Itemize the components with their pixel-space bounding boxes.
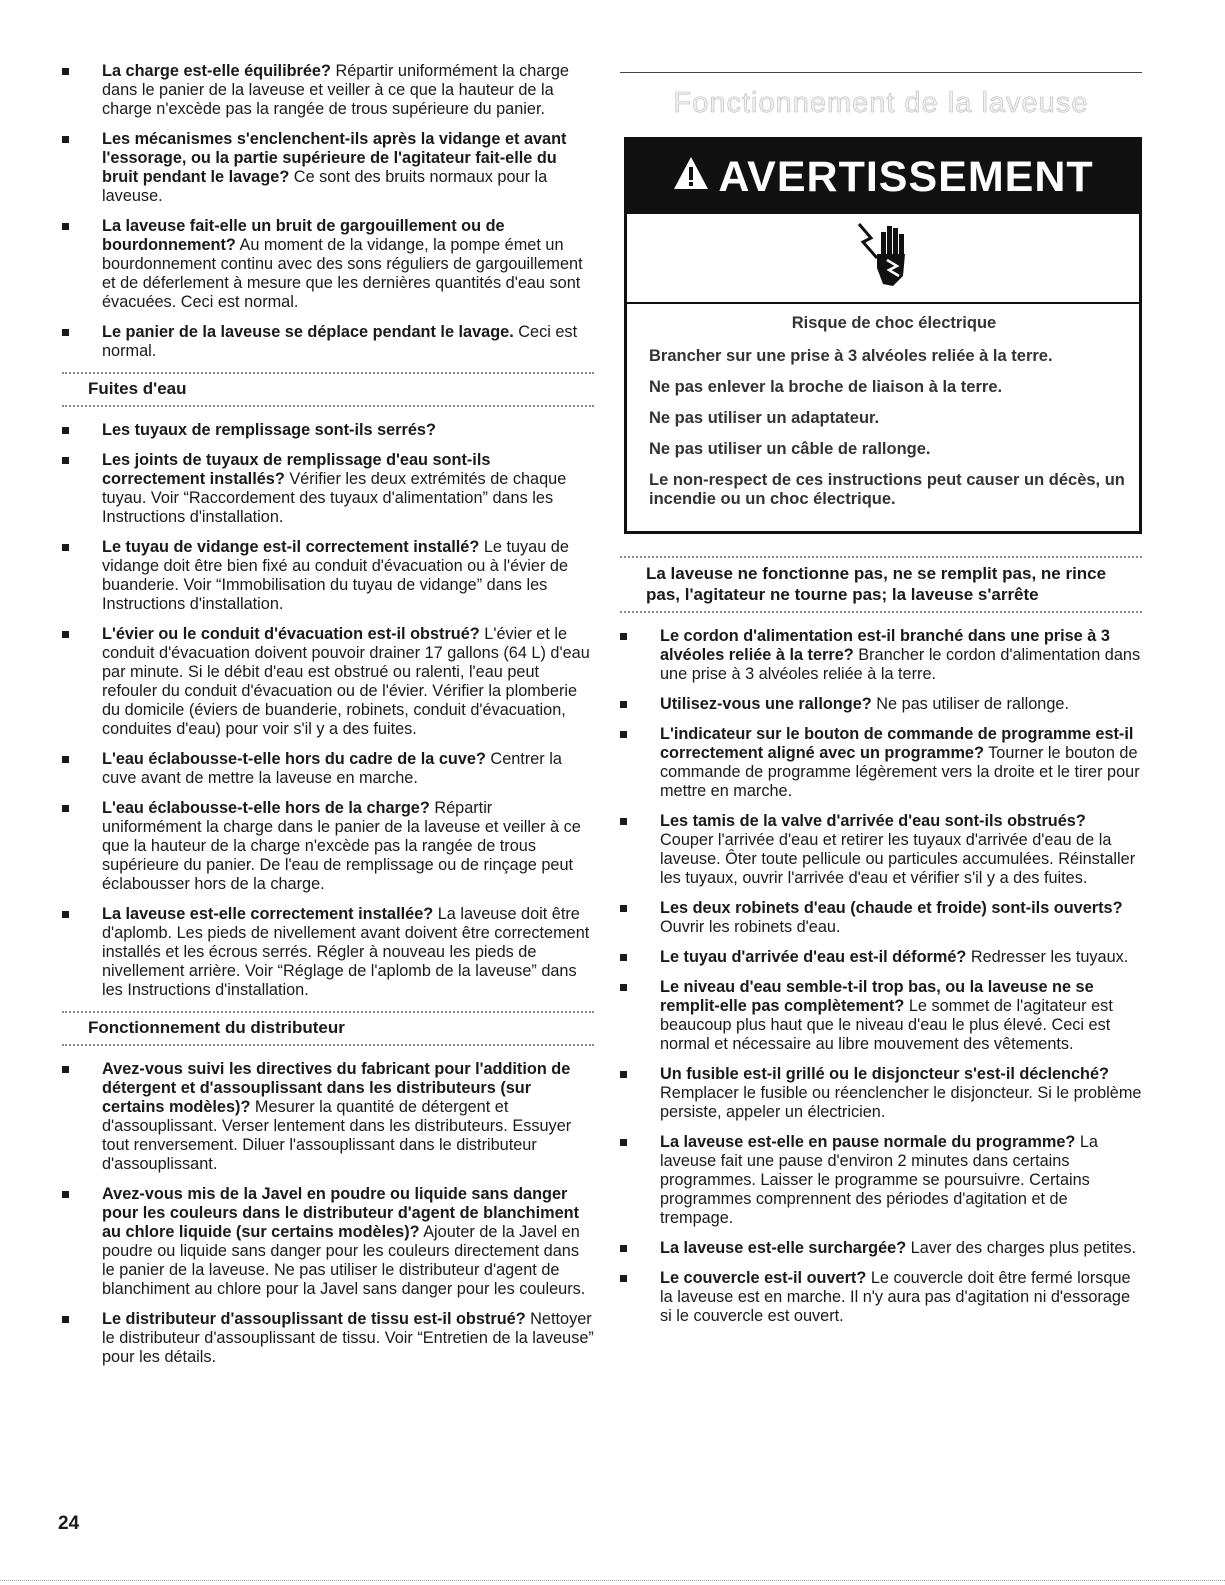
warning-header-label: AVERTISSEMENT (718, 152, 1094, 201)
list-item: L'évier ou le conduit d'évacuation est-il obstrué? L'évier et le conduit d'évacuation doivent pouvoir drainer 17 gallons (64 L) d'eau par minute. Si le débit d'eau est obstrué ou ralenti, l'eau peut refouler du conduit d'évacuation ou de l'évier. Vérifier la plomberie du domicile (éviers de buanderie, robinets, conduit d'évacuation, conduites d'eau) pour voir s'il y a des fuites. (62, 625, 594, 739)
list-item: Utilisez-vous une rallonge? Ne pas utiliser de rallonge. (620, 695, 1142, 714)
section-title-distributeur: Fonctionnement du distributeur (62, 1011, 594, 1046)
list-b (62, 421, 594, 1000)
list-item: Les deux robinets d'eau (chaude et froide) sont-ils ouverts? Ouvrir les robinets d'eau. (620, 899, 1142, 937)
list-item: Le tuyau d'arrivée d'eau est-il déformé? Redresser les tuyaux. (620, 948, 1142, 967)
warning-line: Ne pas utiliser un câble de rallonge. (649, 440, 931, 458)
list-item: Le couvercle est-il ouvert? Le couvercle doit être fermé lorsque la laveuse est en marche. Il n'y aura pas d'agitation ni d'essorage si le couvercle est ouvert. (620, 1269, 1142, 1326)
list-item: Les tamis de la valve d'arrivée d'eau sont-ils obstrués? Couper l'arrivée d'eau et retirer les tuyaux d'arrivée d'eau de la laveuse. Ôter toute pellicule ou particules accumulées. Réinstaller les tuyaux, ouvrir l'arrivée d'eau et vérifier s'il y a des fuites. (620, 812, 1142, 888)
list-item: Le panier de la laveuse se déplace pendant le lavage. Ceci est normal. (62, 323, 594, 361)
warning-box (624, 137, 1142, 534)
list-item: La laveuse est-elle surchargée? Laver des charges plus petites. (620, 1239, 1142, 1258)
list-item: Le niveau d'eau semble-t-il trop bas, ou la laveuse ne se remplit-elle pas complètement? Le sommet de l'agitateur est beaucoup plus haut que le niveau d'eau le plus élevé. Ceci est normal et nécessaire au libre mouvement des vêtements. (620, 978, 1142, 1054)
warning-line: Le non-respect de ces instructions peut causer un décès, un incendie ou un choc électrique. (649, 471, 1125, 508)
warning-line: Brancher sur une prise à 3 alvéoles reliée à la terre. (649, 347, 1053, 365)
list-item: Les joints de tuyaux de remplissage d'eau sont-ils correctement installés? Vérifier les deux extrémités de chaque tuyau. Voir “Raccordement des tuyaux d'alimentation” dans les Instructions d'installation. (62, 451, 594, 527)
warning-risk: Risque de choc électrique (791, 314, 997, 332)
list-item: L'eau éclabousse-t-elle hors du cadre de la cuve? Centrer la cuve avant de mettre la laveuse en marche. (62, 750, 594, 788)
list-item: L'eau éclabousse-t-elle hors de la charge? Répartir uniformément la charge dans le panier de la laveuse et veiller à ce que la hauteur de la charge n'excède pas la rangée de trous supérieure du panier. De l'eau de remplissage ou de rinçage peut éclabousser hors de la charge. (62, 799, 594, 894)
list-right (620, 627, 1142, 1326)
list-item: Le tuyau de vidange est-il correctement installé? Le tuyau de vidange doit être bien fixé au conduit d'évacuation ou à l'évier de buanderie. Voir “Immobilisation du tuyau de vidange” dans les Instructions d'installation. (62, 538, 594, 614)
list-item: La laveuse fait-elle un bruit de gargouillement ou de bourdonnement? Au moment de la vidange, la pompe émet un bourdonnement continu avec des sons réguliers de gargouillement et de déferlement à mesure que les dernières quantités d'eau sont évacuées. Ceci est normal. (62, 217, 594, 312)
list-item: Les mécanismes s'enclenchent-ils après la vidange et avant l'essorage, ou la partie supérieure de l'agitateur fait-elle du bruit pendant le lavage? Ce sont des bruits normaux pour la laveuse. (62, 130, 594, 206)
section-title-ne-fonctionne-pas: La laveuse ne fonctionne pas, ne se remplit pas, ne rince pas, l'agitateur ne tourne pas; la laveuse s'arrête (620, 556, 1142, 613)
list-item: La laveuse est-elle en pause normale du programme? La laveuse fait une pause d'environ 2 minutes dans certains programmes. Laisser le programme se poursuivre. Certains programmes comprennent des périodes d'agitation et de trempage. (620, 1133, 1142, 1228)
list-item: Un fusible est-il grillé ou le disjoncteur s'est-il déclenché? Remplacer le fusible ou réenclencher le disjoncteur. Si le problème persiste, appeler un électricien. (620, 1065, 1142, 1122)
warning-body (627, 304, 1139, 531)
list-item: La charge est-elle équilibrée? Répartir uniformément la charge dans le panier de la laveuse et veiller à ce que la hauteur de la charge n'excède pas la rangée de trous supérieure du panier. (62, 62, 594, 119)
list-item: Les tuyaux de remplissage sont-ils serrés? (62, 421, 594, 440)
page-number: 24 (58, 1513, 80, 1534)
list-item: Le distributeur d'assouplissant de tissu est-il obstrué? Nettoyer le distributeur d'assouplissant de tissu. Voir “Entretien de la laveuse” pour les détails. (62, 1310, 594, 1367)
warning-line: Ne pas utiliser un adaptateur. (649, 409, 880, 427)
right-column (620, 62, 1142, 1337)
left-column (62, 62, 594, 1378)
list-item: Avez-vous suivi les directives du fabricant pour l'addition de détergent et d'assouplissant dans les distributeurs (sur certains modèles)? Mesurer la quantité de détergent et d'assouplissant. Verser lentement dans les distributeurs. Essuyer tout renversement. Diluer l'assouplissant dans le distributeur d'assouplissant. (62, 1060, 594, 1174)
warning-triangle-icon (672, 153, 710, 202)
warning-icon-area (627, 214, 1139, 304)
page-title: Fonctionnement de la laveuse (673, 87, 1089, 119)
bottom-divider (0, 1580, 1225, 1581)
list-c (62, 1060, 594, 1367)
list-item: La laveuse est-elle correctement installée? La laveuse doit être d'aplomb. Les pieds de nivellement avant doivent être correctement installés et les écrous serrés. Régler à nouveau les pieds de nivellement arrière. Voir “Réglage de l'aplomb de la laveuse” dans les Instructions d'installation. (62, 905, 594, 1000)
list-item: L'indicateur sur le bouton de commande de programme est-il correctement aligné avec un programme? Tourner le bouton de commande de programme légèrement vers la droite et le tirer pour mettre en marche. (620, 725, 1142, 801)
top-rule (620, 72, 1142, 73)
section-title-fuites: Fuites d'eau (62, 372, 594, 407)
warning-header (627, 140, 1139, 214)
list-item: Avez-vous mis de la Javel en poudre ou liquide sans danger pour les couleurs dans le distributeur d'agent de blanchiment au chlore liquide (sur certains modèles)? Ajouter de la Javel en poudre ou liquide sans danger pour les couleurs directement dans le panier de la laveuse. Ne pas utiliser le distributeur d'agent de blanchiment au chlore pour la Javel sans danger pour les couleurs. (62, 1185, 594, 1299)
list-a (62, 62, 594, 361)
list-item: Le cordon d'alimentation est-il branché dans une prise à 3 alvéoles reliée à la terre? Brancher le cordon d'alimentation dans une prise à 3 alvéoles reliée à la terre. (620, 627, 1142, 684)
warning-line: Ne pas enlever la broche de liaison à la terre. (649, 378, 1003, 396)
electric-shock-icon (853, 218, 913, 299)
